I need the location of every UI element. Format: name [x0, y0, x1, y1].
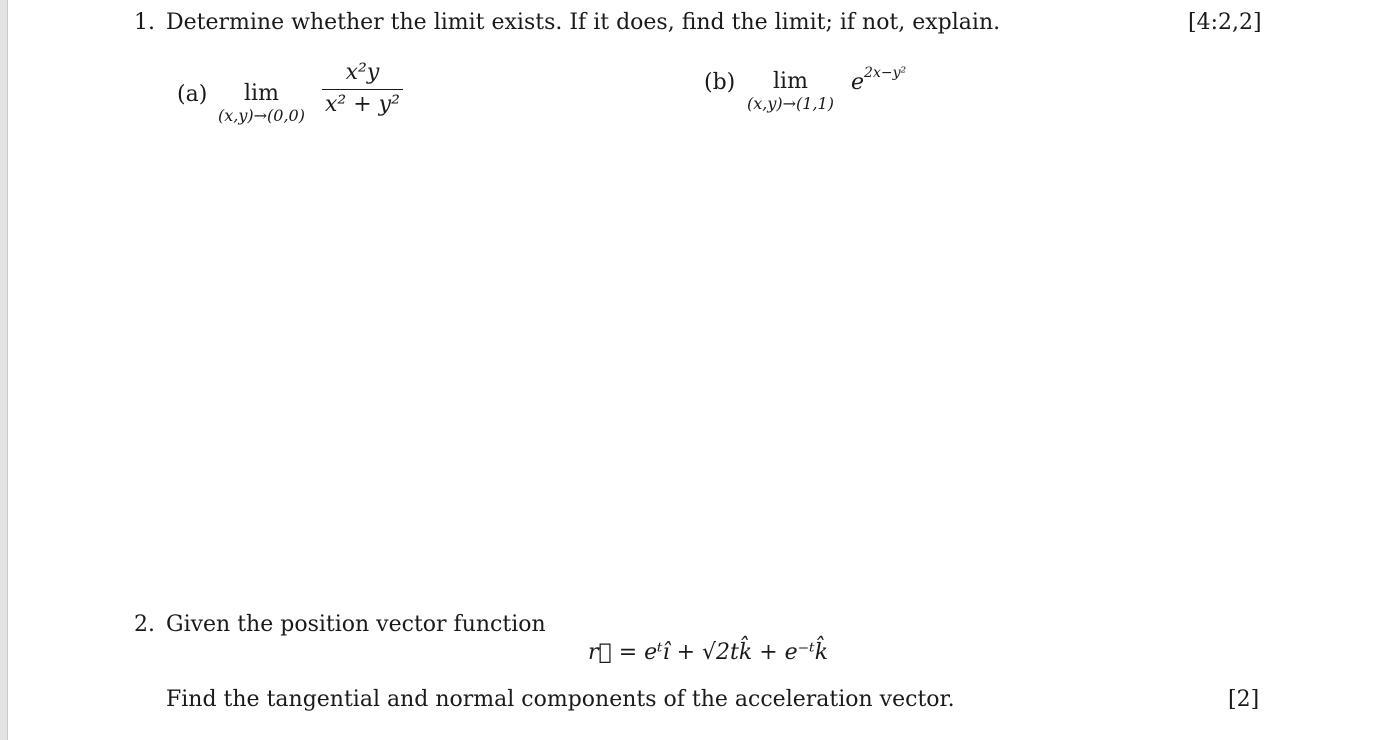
- part-a-label: (a): [177, 82, 208, 107]
- part-b-limit: [747, 70, 834, 114]
- part-a-limit: [218, 82, 305, 126]
- part-b-lim-subscript: (x,y)→(1,1): [747, 94, 834, 113]
- question-2-marks: [2]: [1228, 687, 1260, 712]
- part-a-fraction: [322, 60, 403, 118]
- page-left-edge: [0, 0, 8, 740]
- part-a-fraction-bar: [322, 89, 403, 90]
- part-a-denominator: x² + y²: [325, 92, 400, 118]
- question-2-prompt: Find the tangential and normal components of the acceleration vector.: [166, 687, 955, 712]
- part-b-expression: [851, 65, 907, 95]
- question-2-text: Given the position vector function: [166, 612, 546, 637]
- part-a-numerator: x²y: [345, 60, 380, 85]
- part-a-lim-word: lim: [244, 81, 279, 106]
- question-1-number: 1.: [134, 10, 155, 35]
- question-1-text: Determine whether the limit exists. If it does, find the limit; if not, explain.: [166, 10, 1001, 35]
- part-a-lim-subscript: (x,y)→(0,0): [218, 106, 305, 125]
- position-vector-equation: r⃗ = eᵗî + √2tk̂ + e⁻ᵗk̂: [588, 640, 829, 665]
- part-b-lim-operator: [747, 70, 834, 114]
- part-b-lim-word: lim: [773, 69, 808, 94]
- question-2-number: 2.: [134, 612, 155, 637]
- question-1-marks: [4:2,2]: [1188, 10, 1262, 35]
- part-b-exponent: 2x−y²: [864, 65, 907, 81]
- part-b-base: e: [851, 70, 865, 95]
- part-a-lim-operator: [218, 82, 305, 126]
- part-b-label: (b): [704, 70, 736, 95]
